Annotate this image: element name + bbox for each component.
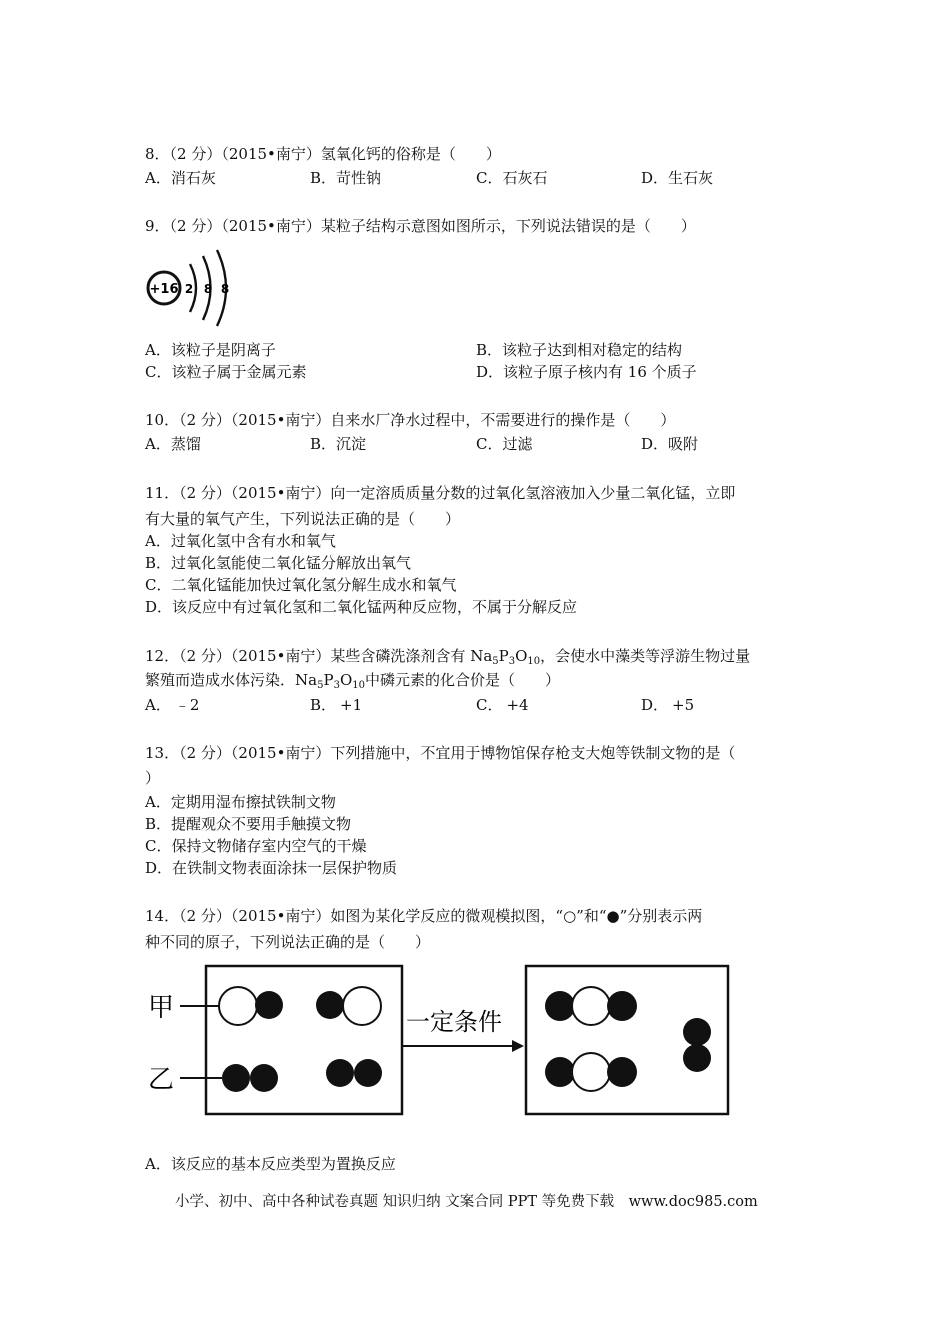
label-yi: 乙: [148, 1065, 175, 1095]
q12-option-a: A． ﹣2: [145, 696, 200, 714]
q9-option-c: C．该粒子属于金属元素: [145, 363, 307, 381]
q11-option-b: B．过氧化氢能使二氧化锰分解放出氧气: [145, 554, 412, 572]
q8-option-d: D．生石灰: [641, 169, 714, 187]
atom-structure-diagram: [140, 248, 240, 328]
label-jia: 甲: [148, 993, 175, 1023]
q13-option-d: D．在铁制文物表面涂抹一层保护物质: [145, 859, 398, 877]
q10-option-d: D．吸附: [641, 435, 699, 453]
q11-option-a: A．过氧化氢中含有水和氧气: [145, 532, 336, 550]
q13-option-c: C．保持文物储存室内空气的干燥: [145, 837, 367, 855]
q12-stem-line2: 繁殖而造成水体污染．$Na_5P_3O_{10}$中磷元素的化合价是（ ）: [145, 671, 560, 691]
q8-stem: 8．（2 分）（2015•南宁）氢氧化钙的俗称是（ ）: [145, 145, 501, 163]
q11-option-c: C．二氧化锰能加快过氧化氢分解生成水和氧气: [145, 576, 457, 594]
q11-option-d: D．该反应中有过氧化氢和二氧化锰两种反应物，不属于分解反应: [145, 598, 578, 616]
molecule-yi-2: [326, 1059, 382, 1087]
molecule-yi-1: [222, 1064, 278, 1092]
molecule-jia-1: [219, 987, 283, 1025]
shell-3-count: 8: [220, 282, 230, 296]
page-footer: 小学、初中、高中各种试卷真题 知识归纳 文案合同 PPT 等免费下载 www.doc985.com: [175, 1194, 758, 1210]
molecule-jia-2: [316, 987, 381, 1025]
q9-option-d: D．该粒子原子核内有 16 个质子: [476, 363, 697, 381]
q13-option-b: B．提醒观众不要用手触摸文物: [145, 815, 352, 833]
q14-stem-line2: 种不同的原子，下列说法正确的是（ ）: [145, 933, 431, 951]
q8-option-b: B．苛性钠: [310, 169, 382, 187]
shell-2-count: 8: [203, 282, 213, 296]
q9-stem: 9．（2 分）（2015•南宁）某粒子结构示意图如图所示，下列说法错误的是（ ）: [145, 217, 696, 235]
arrow-condition-text: 一定条件: [406, 1008, 502, 1036]
nucleus-charge: +16: [149, 282, 179, 297]
q13-stem-line1: 13．（2 分）（2015•南宁）下列措施中，不宜用于博物馆保存枪支大炮等铁制文物的是（: [145, 744, 736, 762]
q13-stem-line2: ）: [145, 769, 161, 787]
q9-option-b: B．该粒子达到相对稳定的结构: [476, 341, 683, 359]
na-subscript: 5: [492, 656, 499, 667]
q10-option-a: A．蒸馏: [145, 435, 201, 453]
reaction-micro-diagram: [140, 960, 740, 1120]
q14-option-a: A．该反应的基本反应类型为置换反应: [145, 1155, 396, 1173]
arrow-head: [512, 1040, 524, 1052]
q10-option-b: B．沉淀: [310, 435, 367, 453]
q12-option-d: D． +5: [641, 696, 695, 714]
q11-stem-line1: 11．（2 分）（2015•南宁）向一定溶质质量分数的过氧化氢溶液加入少量二氧化锰，立即: [145, 484, 736, 502]
q8-option-c: C．石灰石: [476, 169, 548, 187]
q13-option-a: A．定期用湿布擦拭铁制文物: [145, 793, 336, 811]
product-molecule-1: [545, 987, 637, 1025]
q12-option-b: B． +1: [310, 696, 363, 714]
o-subscript: 10: [527, 656, 541, 667]
q10-option-c: C．过滤: [476, 435, 533, 453]
product-molecule-2: [545, 1053, 637, 1091]
q9-option-a: A．该粒子是阴离子: [145, 341, 276, 359]
q11-stem-line2: 有大量的氧气产生，下列说法正确的是（ ）: [145, 510, 461, 528]
q12-option-c: C． +4: [476, 696, 529, 714]
q14-stem-line1: 14．（2 分）（2015•南宁）如图为某化学反应的微观模拟图，“○”和“●”分别表示两: [145, 907, 703, 925]
q12-stem-line1: 12．（2 分）（2015•南宁）某些含磷洗涤剂含有 $Na_5P_3O_{10}$，会使水中藻类等浮游生物过量: [145, 647, 751, 667]
product-molecule-3: [683, 1018, 711, 1072]
q10-stem: 10．（2 分）（2015•南宁）自来水厂净水过程中，不需要进行的操作是（ ）: [145, 411, 676, 429]
q8-option-a: A．消石灰: [145, 169, 216, 187]
shell-1-count: 2: [184, 282, 194, 296]
p-subscript: 3: [508, 656, 516, 667]
